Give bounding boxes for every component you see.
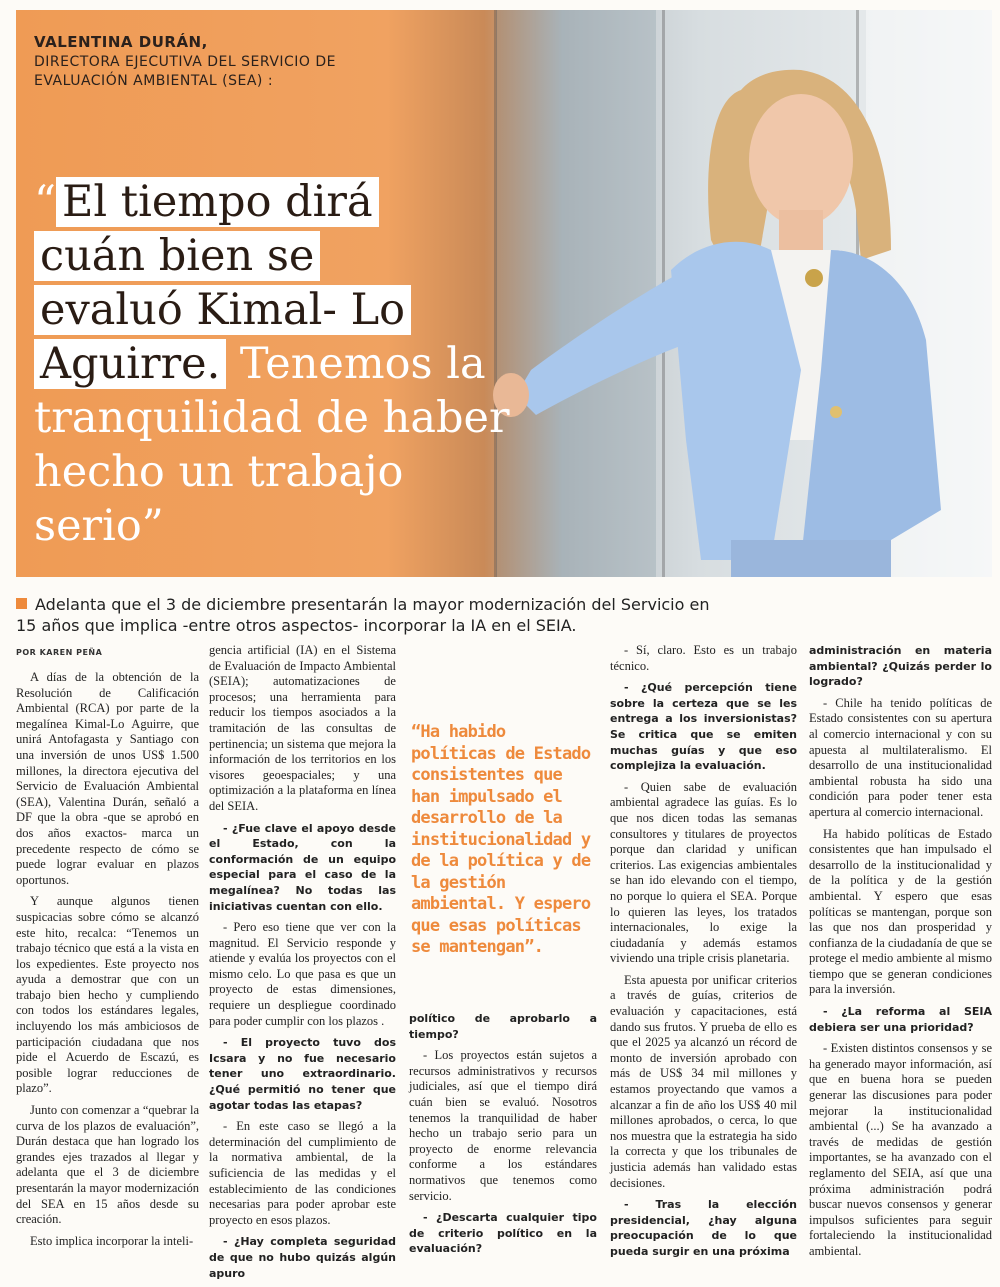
interview-question — [809, 1004, 992, 1035]
quote-highlight-line: El tiempo dirá — [56, 177, 379, 227]
question-text: - ¿Fue clave el apoyo desde el Estado, con la conformación de un equipo especial para el caso de la megalínea? No todas las iniciativas cuentan con ello. — [209, 821, 396, 913]
quote-highlight-line: evaluó Kimal- Lo — [34, 285, 411, 335]
paragraph: Esto implica incorporar la inteli- — [30, 1233, 194, 1248]
paragraph: Junto con comenzar a “quebrar la curva de los plazos de evaluación”, Durán destaca que han logrado los grandes ejes trazados al llegar y adelanta que el 3 de diciembre presentarán la mayor modernización del SEA en 15 años desde su creación. — [16, 1103, 199, 1227]
quote-highlight-line: cuán bien se — [34, 231, 320, 281]
article-column-3 — [409, 1011, 597, 1263]
headline-quote — [34, 175, 514, 553]
interview-question — [209, 1035, 396, 1113]
paragraph: - Sí, claro. Esto es un trabajo técnico. — [610, 643, 797, 673]
paragraph: Y aunque algunos tienen suspicacias sobre cómo se alcanzó este hito, recalca: “Tenemos un trabajo técnico que está a la vista en los expedientes. Este proyecto nos ayuda a demostrar que con un trabajo bien hecho y cumpliendo con todos los estándares legales, incluyendo los más ambiciosos de participación ciudadana que nos pide el Acuerdo de Escazú, es posible lograr reducciones de plazo”. — [16, 894, 199, 1096]
question-text: administración en materia ambiental? ¿Quizás perder lo logrado? — [809, 644, 992, 689]
quote-remainder: Tenemos la tranquilidad de haber hecho un trabajo serio — [34, 339, 510, 551]
paragraph: gencia artificial (IA) en el Sistema de Evaluación de Impacto Ambiental (SEIA); automatizaciones de procesos; una herramienta para reducir los tiempos asociados a la tramitación de las consultas de pertinencia; un sistema que mejora la información de los territorios en los visores geoespaciales; y una optimización a la plataforma en línea del SEIA. — [209, 643, 396, 813]
author-byline: POR KAREN PEÑA — [16, 648, 103, 657]
hero-photo-panel — [16, 10, 992, 577]
question-text: - ¿Qué percepción tiene sobre la certeza que se les entrega a los inversionistas? Se critica que se emiten muchas guías y que eso complejiza la evaluación. — [610, 681, 797, 773]
open-quote-mark: “ — [34, 177, 56, 227]
paragraph: - Pero eso tiene que ver con la magnitud. El Servicio responde y atiende y evalúa los proyectos con el mismo celo. Lo que pasa es que un proyecto de estas dimensiones, requiere un despliegue coordinado para poder cumplir con los plazos . — [209, 920, 396, 1028]
paragraph: Ha habido políticas de Estado consistentes que han impulsado el desarrollo de la institucionalidad y de la política y de la gestión ambiental. Y espero que esas políticas se mantengan, porque son las que nos dan prosperidad y confianza de la ciudadanía de que se protege el medio ambiente al mismo tiempo que se generan condiciones para la inversión. — [809, 826, 992, 997]
interview-question — [610, 680, 797, 774]
close-quote-mark: ” — [141, 501, 164, 551]
question-text: - Tras la elección presidencial, ¿hay alguna preocupación de lo que pueda surgir en una próxima — [610, 1198, 797, 1258]
article-column-2 — [209, 643, 396, 1287]
interview-question — [809, 643, 992, 690]
question-text: - El proyecto tuvo dos Icsara y no fue necesario tener uno extraordinario. ¿Qué permitió no tener que agotar todas las etapas? — [209, 1036, 396, 1112]
question-text: - ¿Descarta cualquier tipo de criterio político en la evaluación? — [409, 1211, 597, 1256]
paragraph: - En este caso se llegó a la determinación del cumplimiento de la normativa ambiental, de la suficiencia de las medidas y el establecimiento de las condiciones necesarias para poder aprobar este proyecto en esos plazos. — [209, 1119, 396, 1227]
interview-question — [409, 1210, 597, 1257]
pull-quote: “Ha habido políticas de Estado consistentes que han impulsado el desarrollo de la institucionalidad y de la política y de la gestión ambiental. Y espero que esas políticas se mantengan”. — [411, 722, 591, 957]
article-column-4 — [610, 643, 797, 1266]
portrait-illustration — [471, 40, 971, 577]
article-column-1 — [16, 670, 199, 1255]
paragraph: Esta apuesta por unificar criterios a través de guías, criterios de evaluación y capacitaciones, está dando sus frutos. Y prueba de ello es que el 2025 ya alcanzó un récord de monto de inversión aprobado con más de US$ 34 mil millones y estamos proyectando que vamos a alcanzar a fin de año los US$ 40 mil millones aprobados, o cerca, lo que nos muestra que la estrategia ha sido la correcta y que los tribunales de justicia además han validado estas decisiones. — [610, 972, 797, 1190]
question-text: político de aprobarlo a tiempo? — [409, 1012, 597, 1041]
interview-question — [409, 1011, 597, 1042]
paragraph: - Los proyectos están sujetos a recursos administrativos y recursos judiciales, así que el tiempo dirá cuán bien se evaluó. Nosotros tenemos la tranquilidad de haber hecho un trabajo serio para un proyecto de enorme relevancia conforme a los estándares normativos que tenemos como servicio. — [409, 1048, 597, 1203]
article-column-5 — [809, 643, 992, 1266]
interview-question — [209, 821, 396, 915]
paragraph: - Quien sabe de evaluación ambiental agradece las guías. Es lo que nos dicen todas las semanas consultores y titulares de proyectos porque dan claridad y unifican criterios. Las exigencias ambientales se han ido elevando con el tiempo, no porque lo quiera el SEA. Porque lo quieren las leyes, los tratados internacionales, lo exige la ciudadanía y además estamos viviendo una triple crisis planetaria. — [610, 779, 797, 966]
article-deck — [16, 594, 716, 636]
question-text: - ¿La reforma al SEIA debiera ser una prioridad? — [809, 1005, 992, 1034]
quote-highlight-line: Aguirre. — [34, 339, 226, 389]
question-text: - ¿Hay completa seguridad de que no hubo quizás algún apuro — [209, 1235, 396, 1280]
paragraph: - Existen distintos consensos y se ha generado mayor información, así que en buena hora se pueden generar las discusiones para poder mejorar la institucionalidad ambiental (...) Se ha avanzado a través de medidas de gestión importantes, se ha avanzado con el reglamento del SEIA, así que una próxima administración podrá buscar nuevos consensos y generar impulsos suficientes para seguir fortaleciendo la institucionalidad ambiental. — [809, 1041, 992, 1258]
paragraph: A días de la obtención de la Resolución de Calificación Ambiental (RCA) por parte de la megalínea Kimal-Lo Aguirre, que unirá Antofagasta y Santiago con una inversión de unos US$ 1.500 millones, la directora ejecutiva del Servicio de Evaluación Ambiental (SEA), Valentina Durán, señaló a DF que la obra -que se aprobó en dos años exactos- marca un precedente respecto de cómo se puede lograr evaluar en plazos oportunos. — [16, 670, 199, 887]
interview-question — [209, 1234, 396, 1281]
deck-text: Adelanta que el 3 de diciembre presentarán la mayor modernización del Servicio en 15 años que implica -entre otros aspectos- incorporar la IA en el SEIA. — [16, 595, 710, 635]
interviewee-role: DIRECTORA EJECUTIVA DEL SERVICIO DE EVALUACIÓN AMBIENTAL (SEA) : — [34, 54, 337, 89]
paragraph: - Chile ha tenido políticas de Estado consistentes con su apertura al comercio internacional y con su apuesta al multilateralismo. El desarrollo de una institucionalidad ambiental robusta ha sido una condición para poder tener esta apertura al comercio internacional. — [809, 695, 992, 819]
square-bullet-icon — [16, 598, 27, 609]
interviewee-name: VALENTINA DURÁN, — [34, 33, 208, 51]
